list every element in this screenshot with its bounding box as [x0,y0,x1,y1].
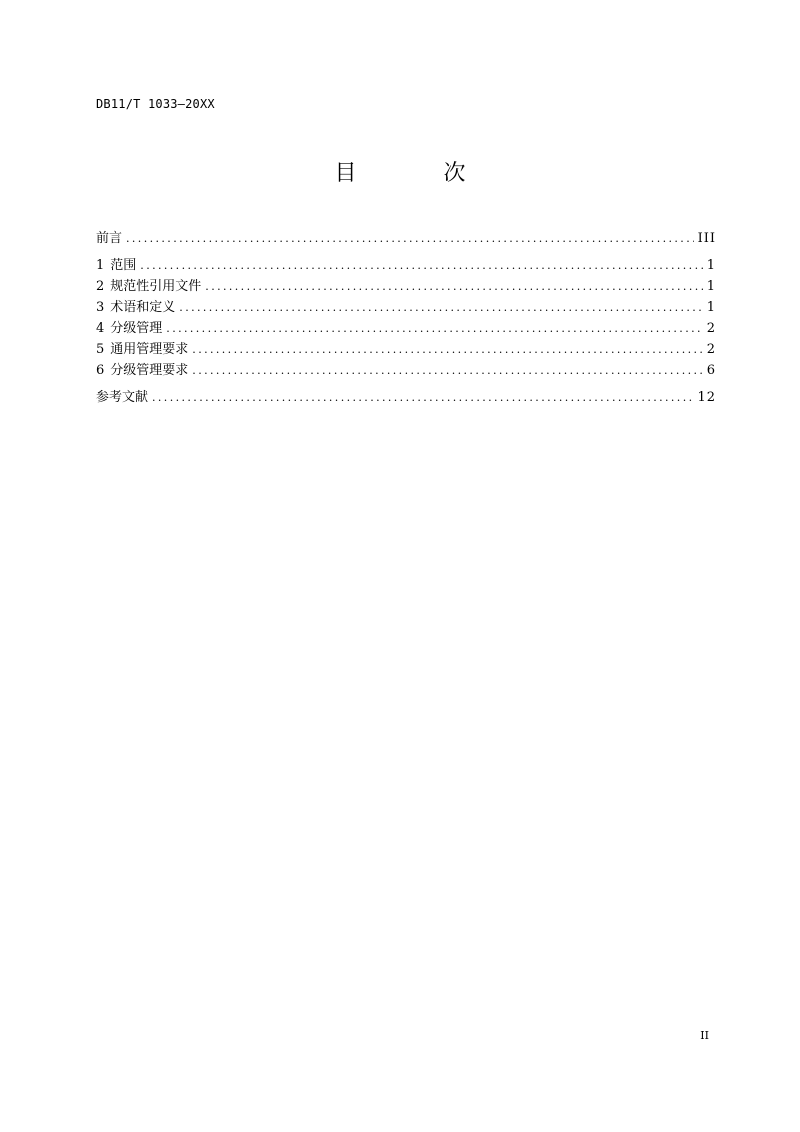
table-of-contents [96,228,716,408]
toc-entry-number: 5 [96,342,105,357]
toc-entry-text: 范围 [110,258,137,273]
toc-entry-page: 2 [706,342,716,357]
toc-leader-dots [192,360,702,381]
toc-entry-number: 4 [96,321,105,336]
toc-leader-dots [205,276,702,297]
toc-entry-text: 术语和定义 [110,300,176,315]
toc-entry-page: 2 [706,321,716,336]
toc-entry-page: 6 [706,363,716,378]
toc-entry-label [96,318,162,339]
toc-entry-label [96,339,188,360]
page-number: II [700,1029,709,1042]
toc-entry-label: 前言 [96,231,123,246]
toc-entry-page: 1 [706,300,716,315]
toc-entry-page: 1 [706,279,716,294]
toc-entry-text: 分级管理要求 [110,363,189,378]
toc-leader-dots [140,255,702,276]
toc-entry-label: 参考文献 [96,390,149,405]
toc-entry-page: 1 [706,258,716,273]
toc-leader-dots [179,297,702,318]
toc-leader-dots [192,339,702,360]
toc-entry-text: 规范性引用文件 [110,279,202,294]
toc-entry-text: 通用管理要求 [110,342,189,357]
toc-entry-label [96,360,188,381]
toc-leader-dots [166,318,702,339]
toc-title-text: 目 次 [334,161,506,186]
toc-entry-number: 3 [96,300,105,315]
toc-entry-graded-management[interactable] [96,318,716,339]
toc-entry-general-requirements[interactable] [96,339,716,360]
toc-leader-dots [152,387,693,408]
toc-entry-label [96,255,136,276]
toc-entry-graded-requirements[interactable] [96,360,716,381]
toc-entry-number: 1 [96,258,105,273]
document-code: DB11/T 1033—20XX [96,97,215,111]
toc-entry-foreword[interactable] [96,228,716,249]
toc-entry-terms-definitions[interactable] [96,297,716,318]
toc-entry-label [96,276,201,297]
toc-entry-label [96,297,175,318]
toc-leader-dots [126,228,694,249]
toc-entry-text: 分级管理 [110,321,163,336]
toc-entry-page: 12 [697,390,716,405]
toc-entry-normative-references[interactable] [96,276,716,297]
toc-entry-number: 2 [96,279,105,294]
toc-title [0,160,800,188]
toc-entry-bibliography[interactable] [96,387,716,408]
toc-entry-scope[interactable] [96,255,716,276]
toc-entry-number: 6 [96,363,105,378]
toc-entry-page: III [697,231,716,246]
